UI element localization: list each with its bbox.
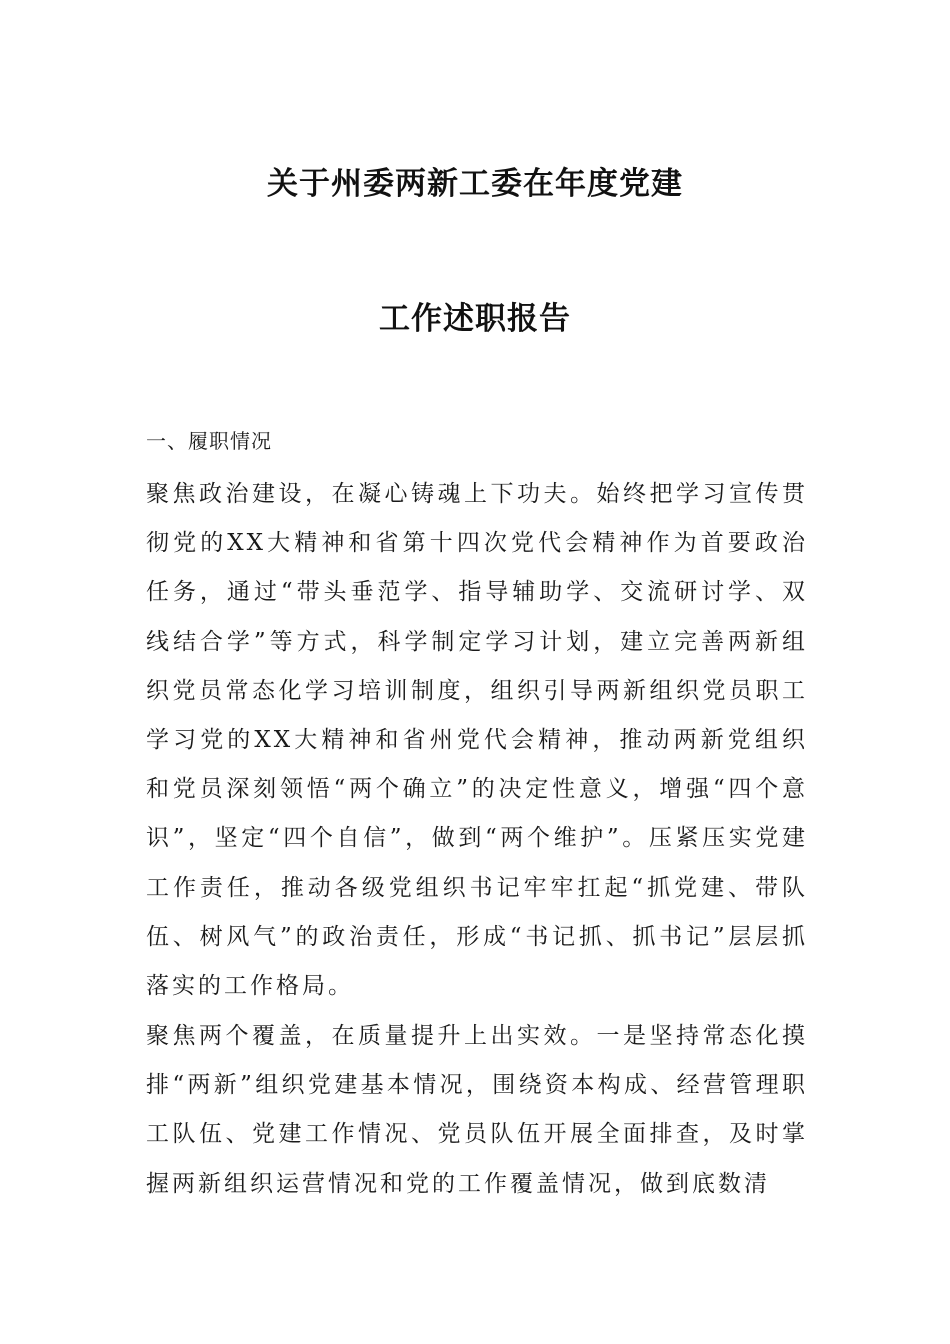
section-heading: 一、履职情况 <box>146 429 272 453</box>
paragraph-text: 聚焦政治建设，在凝心铸魂上下功夫。始终把学习宣传贯彻党的XX大精神和省第十四次党代会精神作为首要政治任务，通过“带头垂范学、指导辅助学、交流研讨学、双线结合学”等方式，科学制定学习计划，建立完善两新组织党员常态化学习培训制度，组织引导两新组织党员职工学习党的XX大精神和省州党代会精神，推动两新党组织和党员深刻领悟“两个确立”的决定性意义，增强“四个意识”，坚定“四个自信”，做到“两个维护”。压紧压实党建工作责任，推动各级党组织书记牢牢扛起“抓党建、带队伍、树风气”的政治责任，形成“书记抓、抓书记”层层抓落实的工作格局。 <box>146 481 808 1000</box>
document-title-line-1: 关于州委两新工委在年度党建 <box>267 166 683 202</box>
paragraph-2 <box>146 1012 808 1209</box>
document-title-line-2: 工作述职报告 <box>379 301 571 337</box>
paragraph-1 <box>146 470 808 1011</box>
paragraph-text: 聚焦两个覆盖，在质量提升上出实效。一是坚持常态化摸排“两新”组织党建基本情况，围绕资本构成、经营管理职工队伍、党建工作情况、党员队伍开展全面排查，及时掌握两新组织运营情况和党的工作覆盖情况，做到底数清 <box>146 1023 808 1197</box>
